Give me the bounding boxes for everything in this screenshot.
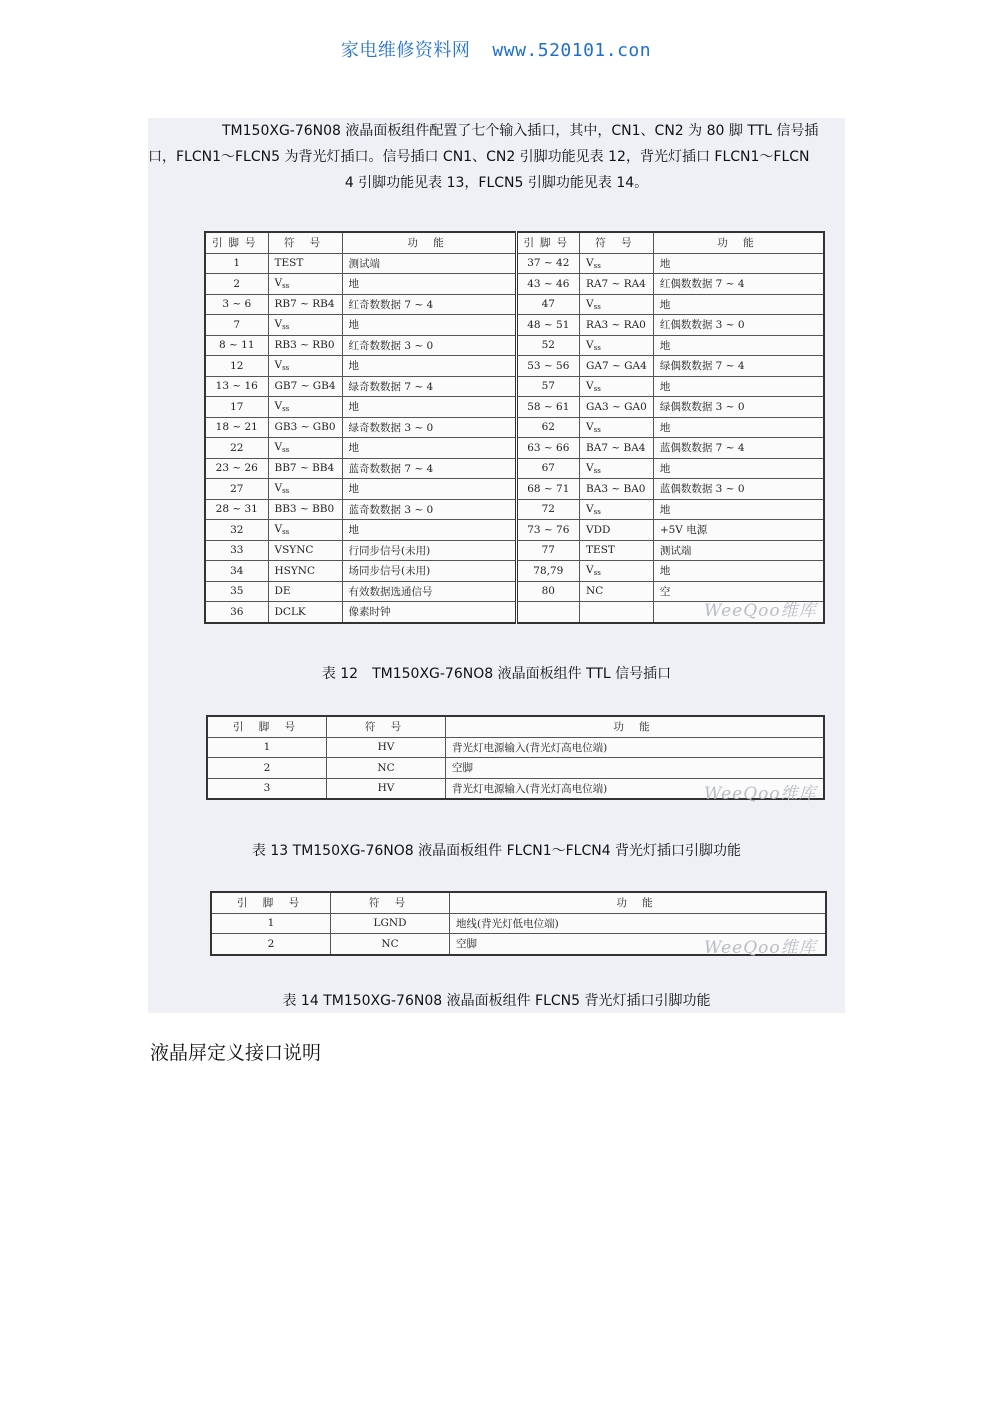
table-cell: 红偶数数据 7 ~ 4 bbox=[653, 274, 824, 295]
table-row bbox=[205, 520, 824, 541]
table-cell: NC bbox=[580, 581, 654, 602]
table-cell: 测试端 bbox=[653, 540, 824, 561]
table-cell bbox=[580, 602, 654, 623]
header-cell: 符 号 bbox=[331, 892, 450, 913]
header-cell: 符 号 bbox=[268, 232, 342, 253]
table-12-caption: 表 12 TM150XG-76NO8 液晶面板组件 TTL 信号插口 bbox=[321, 666, 672, 682]
table-cell: $V_{ss}$ bbox=[580, 417, 654, 438]
table-cell: 行同步信号(未用) bbox=[342, 540, 516, 561]
table-cell: DE bbox=[268, 581, 342, 602]
table-cell: VDD bbox=[580, 520, 654, 541]
table-row bbox=[205, 253, 824, 274]
table-cell: 红奇数数据 3 ~ 0 bbox=[342, 335, 516, 356]
table-cell: 7 bbox=[205, 315, 268, 336]
table-cell: HV bbox=[327, 778, 446, 799]
table-row bbox=[205, 479, 824, 500]
table-cell: 地 bbox=[653, 561, 824, 582]
table-row bbox=[205, 356, 824, 377]
table-cell: $V_{ss}$ bbox=[580, 253, 654, 274]
table-row bbox=[207, 737, 824, 758]
table-cell: $V_{ss}$ bbox=[268, 438, 342, 459]
watermark: WeeQoo维库 bbox=[704, 784, 817, 804]
table-cell: 1 bbox=[205, 253, 268, 274]
table-cell: 背光灯电源输入(背光灯高电位端) bbox=[446, 737, 825, 758]
table-cell: GB3 ~ GB0 bbox=[268, 417, 342, 438]
table-cell: 地 bbox=[653, 253, 824, 274]
table-cell: 37 ~ 42 bbox=[516, 253, 580, 274]
table-cell: 蓝偶数数据 3 ~ 0 bbox=[653, 479, 824, 500]
table-cell: GA7 ~ GA4 bbox=[580, 356, 654, 377]
header-cell: 符 号 bbox=[580, 232, 654, 253]
section-title: 液晶屏定义接口说明 bbox=[150, 1042, 322, 1064]
table-cell: 地 bbox=[342, 438, 516, 459]
table-cell: RB7 ~ RB4 bbox=[268, 294, 342, 315]
table-cell: 22 bbox=[205, 438, 268, 459]
table-cell: 62 bbox=[516, 417, 580, 438]
table-13-header-row bbox=[207, 716, 824, 737]
table-cell: $V_{ss}$ bbox=[580, 458, 654, 479]
table-cell: 1 bbox=[211, 913, 331, 934]
table-cell: BB7 ~ BB4 bbox=[268, 458, 342, 479]
table-cell: 58 ~ 61 bbox=[516, 397, 580, 418]
header-cell: 引脚号 bbox=[516, 232, 580, 253]
table-cell: 绿奇数数据 3 ~ 0 bbox=[342, 417, 516, 438]
header-cell: 符 号 bbox=[327, 716, 446, 737]
table-row bbox=[205, 561, 824, 582]
table-cell: 77 bbox=[516, 540, 580, 561]
table-cell: $V_{ss}$ bbox=[580, 294, 654, 315]
table-row bbox=[207, 758, 824, 779]
table-cell: 地 bbox=[342, 274, 516, 295]
table-cell: BA3 ~ BA0 bbox=[580, 479, 654, 500]
content-panel bbox=[148, 118, 845, 1013]
header-cell: 功 能 bbox=[450, 892, 827, 913]
table-row bbox=[205, 376, 824, 397]
table-row bbox=[205, 274, 824, 295]
table-cell: 地 bbox=[653, 335, 824, 356]
table-cell: 测试端 bbox=[342, 253, 516, 274]
table-cell: 像素时钟 bbox=[342, 602, 516, 623]
table-cell: +5V 电源 bbox=[653, 520, 824, 541]
header-cell: 引脚号 bbox=[205, 232, 268, 253]
header-cell: 功 能 bbox=[342, 232, 516, 253]
table-cell: 绿奇数数据 7 ~ 4 bbox=[342, 376, 516, 397]
table-cell: 蓝偶数数据 7 ~ 4 bbox=[653, 438, 824, 459]
table-row bbox=[205, 540, 824, 561]
table-cell: 绿偶数数据 3 ~ 0 bbox=[653, 397, 824, 418]
table-cell: 场同步信号(未用) bbox=[342, 561, 516, 582]
table-cell: 72 bbox=[516, 499, 580, 520]
table-cell: 52 bbox=[516, 335, 580, 356]
table-cell: 2 bbox=[211, 934, 331, 955]
table-cell: 27 bbox=[205, 479, 268, 500]
table-cell: 地 bbox=[653, 458, 824, 479]
table-cell: GA3 ~ GA0 bbox=[580, 397, 654, 418]
table-cell: $V_{ss}$ bbox=[268, 479, 342, 500]
table-cell: 48 ~ 51 bbox=[516, 315, 580, 336]
table-12-ttl-pins bbox=[204, 231, 825, 624]
table-cell: 2 bbox=[205, 274, 268, 295]
table-cell: 47 bbox=[516, 294, 580, 315]
table-cell: 36 bbox=[205, 602, 268, 623]
table-cell: 地 bbox=[342, 520, 516, 541]
table-cell: 1 bbox=[207, 737, 327, 758]
table-row bbox=[205, 397, 824, 418]
table-cell: $V_{ss}$ bbox=[580, 376, 654, 397]
table-row bbox=[211, 913, 826, 934]
table-cell: 12 bbox=[205, 356, 268, 377]
table-cell: $V_{ss}$ bbox=[580, 335, 654, 356]
table-cell: TEST bbox=[268, 253, 342, 274]
table-cell: 28 ~ 31 bbox=[205, 499, 268, 520]
table-cell: 73 ~ 76 bbox=[516, 520, 580, 541]
table-cell: 地 bbox=[653, 499, 824, 520]
table-cell: 蓝奇数数据 7 ~ 4 bbox=[342, 458, 516, 479]
table-cell: HSYNC bbox=[268, 561, 342, 582]
table-cell: 68 ~ 71 bbox=[516, 479, 580, 500]
table-14-caption: 表 14 TM150XG-76N08 液晶面板组件 FLCN5 背光灯插口引脚功能 bbox=[282, 993, 711, 1009]
table-cell: $V_{ss}$ bbox=[268, 315, 342, 336]
table-cell: 18 ~ 21 bbox=[205, 417, 268, 438]
site-header bbox=[0, 36, 992, 62]
site-url[interactable]: www.520101.con bbox=[492, 40, 652, 61]
table-cell: 80 bbox=[516, 581, 580, 602]
intro-paragraph bbox=[148, 118, 845, 196]
table-cell: $V_{ss}$ bbox=[268, 397, 342, 418]
table-cell: LGND bbox=[331, 913, 450, 934]
table-13-caption: 表 13 TM150XG-76NO8 液晶面板组件 FLCN1～FLCN4 背光灯插口引脚功能 bbox=[251, 843, 742, 859]
table-cell: 78,79 bbox=[516, 561, 580, 582]
table-cell: NC bbox=[331, 934, 450, 955]
table-cell: RB3 ~ RB0 bbox=[268, 335, 342, 356]
table-cell: NC bbox=[327, 758, 446, 779]
table-row bbox=[205, 438, 824, 459]
table-cell: 地 bbox=[342, 315, 516, 336]
table-cell: 地 bbox=[342, 356, 516, 377]
table-cell: 红偶数数据 3 ~ 0 bbox=[653, 315, 824, 336]
table-cell: $V_{ss}$ bbox=[580, 499, 654, 520]
table-cell: 3 ~ 6 bbox=[205, 294, 268, 315]
header-cell: 引 脚 号 bbox=[211, 892, 331, 913]
table-cell: 35 bbox=[205, 581, 268, 602]
table-cell: 2 bbox=[207, 758, 327, 779]
table-cell: 绿偶数数据 7 ~ 4 bbox=[653, 356, 824, 377]
table-cell: 53 ~ 56 bbox=[516, 356, 580, 377]
table-cell: 红奇数数据 7 ~ 4 bbox=[342, 294, 516, 315]
table-cell: 地 bbox=[342, 479, 516, 500]
table-cell: $V_{ss}$ bbox=[268, 520, 342, 541]
table-cell: 34 bbox=[205, 561, 268, 582]
intro-line-1: TM150XG-76N08 液晶面板组件配置了七个输入插口，其中，CN1、CN2 为 80 脚 TTL 信号插 bbox=[222, 123, 819, 139]
table-cell: HV bbox=[327, 737, 446, 758]
table-cell: $V_{ss}$ bbox=[268, 274, 342, 295]
table-cell: 地 bbox=[653, 417, 824, 438]
table-cell: 地 bbox=[653, 376, 824, 397]
table-cell: 8 ~ 11 bbox=[205, 335, 268, 356]
table-cell: VSYNC bbox=[268, 540, 342, 561]
table-row bbox=[205, 315, 824, 336]
table-12-header-row bbox=[205, 232, 824, 253]
table-cell bbox=[516, 602, 580, 623]
table-row bbox=[205, 458, 824, 479]
intro-line-2: 口，FLCN1～FLCN5 为背光灯插口。信号插口 CN1、CN2 引脚功能见表 12，背光灯插口 FLCN1～FLCN bbox=[148, 149, 810, 165]
table-cell: 33 bbox=[205, 540, 268, 561]
table-cell: 23 ~ 26 bbox=[205, 458, 268, 479]
table-cell: 67 bbox=[516, 458, 580, 479]
table-cell: 3 bbox=[207, 778, 327, 799]
table-cell: 57 bbox=[516, 376, 580, 397]
table-cell: 空脚 bbox=[450, 934, 827, 955]
header-cell: 功 能 bbox=[446, 716, 825, 737]
header-cell: 引 脚 号 bbox=[207, 716, 327, 737]
table-cell: RA7 ~ RA4 bbox=[580, 274, 654, 295]
table-cell: 地 bbox=[653, 294, 824, 315]
table-cell: 地线(背光灯低电位端) bbox=[450, 913, 827, 934]
table-cell: 蓝奇数数据 3 ~ 0 bbox=[342, 499, 516, 520]
table-cell: 63 ~ 66 bbox=[516, 438, 580, 459]
table-row bbox=[205, 335, 824, 356]
table-cell: BB3 ~ BB0 bbox=[268, 499, 342, 520]
watermark: WeeQoo维库 bbox=[704, 938, 817, 958]
table-cell: 地 bbox=[342, 397, 516, 418]
table-cell: 43 ~ 46 bbox=[516, 274, 580, 295]
table-cell: RA3 ~ RA0 bbox=[580, 315, 654, 336]
table-cell: 有效数据选通信号 bbox=[342, 581, 516, 602]
site-name: 家电维修资料网 bbox=[340, 40, 471, 61]
table-cell: DCLK bbox=[268, 602, 342, 623]
table-cell: 背光灯电源输入(背光灯高电位端) bbox=[446, 778, 825, 799]
watermark: WeeQoo维库 bbox=[704, 601, 817, 621]
table-cell: BA7 ~ BA4 bbox=[580, 438, 654, 459]
table-cell: $V_{ss}$ bbox=[580, 561, 654, 582]
table-cell: 空 bbox=[653, 581, 824, 602]
table-cell: 13 ~ 16 bbox=[205, 376, 268, 397]
table-cell: 32 bbox=[205, 520, 268, 541]
table-cell: 空脚 bbox=[446, 758, 825, 779]
table-row bbox=[205, 417, 824, 438]
table-cell: 17 bbox=[205, 397, 268, 418]
table-row bbox=[205, 499, 824, 520]
header-cell: 功 能 bbox=[653, 232, 824, 253]
table-14-header-row bbox=[211, 892, 826, 913]
table-cell: GB7 ~ GB4 bbox=[268, 376, 342, 397]
intro-line-3: 4 引脚功能见表 13，FLCN5 引脚功能见表 14。 bbox=[344, 175, 649, 191]
table-row bbox=[205, 294, 824, 315]
table-cell: $V_{ss}$ bbox=[268, 356, 342, 377]
table-cell: TEST bbox=[580, 540, 654, 561]
